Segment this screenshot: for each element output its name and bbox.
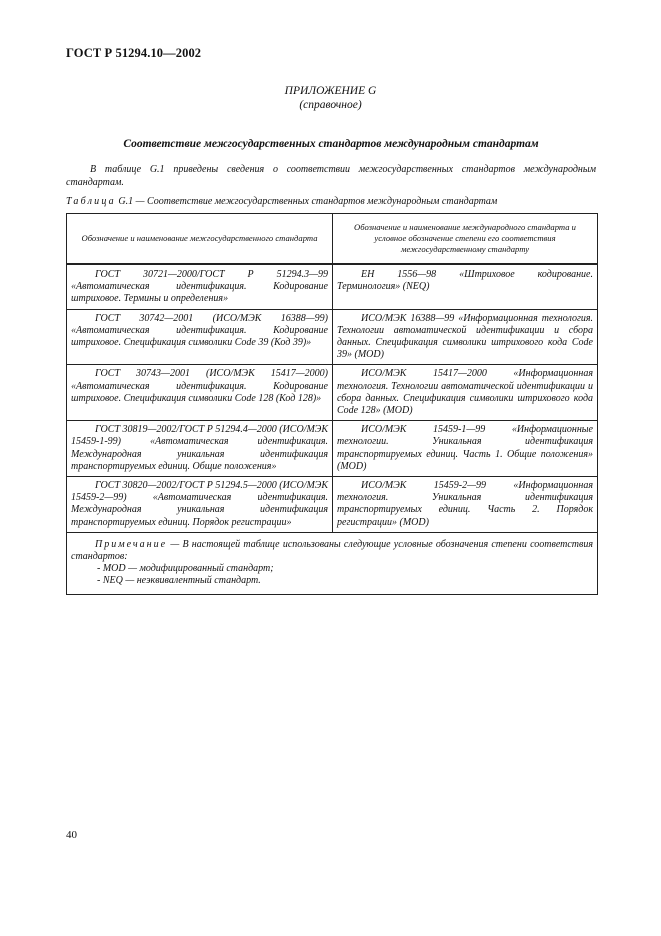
table-row bbox=[67, 264, 598, 309]
document-code: ГОСТ Р 51294.10—2002 bbox=[66, 46, 202, 60]
intro-paragraph: В таблице G.1 приведены сведения о соответствии межгосударственных стандартов международным стандартам. bbox=[66, 164, 596, 188]
note-item-neq: - NEQ — неэквивалентный стандарт. bbox=[97, 575, 261, 587]
header-interstate-standard: Обозначение и наименование межгосударственного стандарта bbox=[67, 214, 333, 265]
table-header-row bbox=[67, 214, 598, 265]
table-note-row bbox=[67, 532, 598, 594]
correspondence-table bbox=[66, 213, 598, 595]
section-heading: Соответствие межгосударственных стандартов международным стандартам bbox=[123, 138, 539, 150]
international-standard-cell: ИСО/МЭК 15459-2—99 «Информационная технология. Уникальная идентификация транспортируемых единиц. Часть 2. Порядок регистрации» (MOD) bbox=[333, 477, 598, 533]
note-text: — В настоящей таблице использованы следующие условные обозначения степени соответствия стандартов: bbox=[71, 538, 593, 563]
interstate-standard-cell: ГОСТ 30819—2002/ГОСТ Р 51294.4—2000 (ИСО/МЭК 15459-1-99) «Автоматическая идентификация. Международная уникальная идентификация транспортируемых единиц. Общие положения» bbox=[67, 421, 333, 477]
table-caption-label: Таблица bbox=[66, 196, 116, 207]
table-row bbox=[67, 309, 598, 365]
note-item-mod: - MOD — модифицированный стандарт; bbox=[97, 563, 274, 575]
interstate-standard-cell: ГОСТ 30721—2000/ГОСТ Р 51294.3—99 «Автоматическая идентификация. Кодирование штриховое. Термины и определения» bbox=[67, 264, 333, 309]
interstate-standard-cell: ГОСТ 30743—2001 (ИСО/МЭК 15417—2000) «Автоматическая идентификация. Кодирование штриховое. Спецификация символики Code 128 (Код 128)» bbox=[67, 365, 333, 421]
page-number: 40 bbox=[66, 829, 77, 841]
international-standard-cell: ЕН 1556—98 «Штриховое кодирование. Терминология» (NEQ) bbox=[333, 264, 598, 309]
international-standard-cell: ИСО/МЭК 15417—2000 «Информационная технология. Технологии автоматической идентификации и сбора данных. Спецификация символики штрихового кода Code 128» (MOD) bbox=[333, 365, 598, 421]
international-standard-cell: ИСО/МЭК 16388—99 «Информационная технология. Технологии автоматической идентификации и сбора данных. Спецификация символики штрихового кода Code 39» (MOD) bbox=[333, 309, 598, 365]
table-row bbox=[67, 421, 598, 477]
header-international-standard: Обозначение и наименование международного стандарта и условное обозначение степени его соответствия межгосударственному стандарту bbox=[333, 214, 598, 265]
appendix-title-block bbox=[0, 84, 661, 112]
table-row bbox=[67, 477, 598, 533]
appendix-title: ПРИЛОЖЕНИЕ G bbox=[284, 85, 377, 97]
note-label: Примечание bbox=[95, 538, 168, 550]
international-standard-cell: ИСО/МЭК 15459-1—99 «Информационные технологии. Уникальная идентификация транспортируемых единиц. Часть 1. Общие положения» (MOD) bbox=[333, 421, 598, 477]
table-row bbox=[67, 365, 598, 421]
table-note bbox=[67, 532, 598, 594]
table-caption bbox=[66, 196, 596, 207]
interstate-standard-cell: ГОСТ 30742—2001 (ИСО/МЭК 16388—99) «Автоматическая идентификация. Кодирование штриховое. Спецификация символики Code 39 (Код 39)» bbox=[67, 309, 333, 365]
appendix-subtitle: (справочное) bbox=[299, 99, 362, 111]
table-caption-text: G.1 — Соответствие межгосударственных стандартов международным стандартам bbox=[115, 196, 498, 207]
note-intro bbox=[71, 539, 593, 563]
interstate-standard-cell: ГОСТ 30820—2002/ГОСТ Р 51294.5—2000 (ИСО/МЭК 15459-2—99) «Автоматическая идентификация. Международная уникальная идентификация транспортируемых единиц. Порядок регистрации» bbox=[67, 477, 333, 533]
